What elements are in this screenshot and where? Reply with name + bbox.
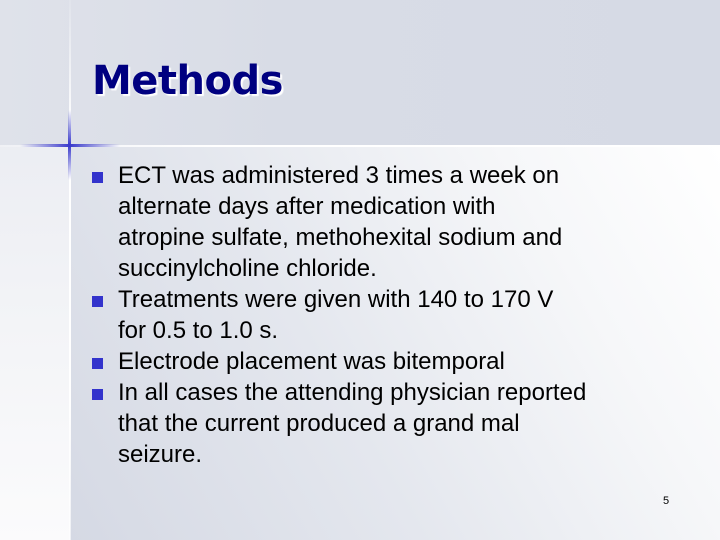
- bullet-text: ECT was administered 3 times a week on: [118, 162, 560, 189]
- divider-vertical: [69, 0, 71, 540]
- slide-title: Methods: [92, 58, 283, 104]
- bullet-item: [92, 160, 586, 284]
- bullet-text: Treatments were given with 140 to 170 V: [118, 286, 554, 313]
- bullet-text: Electrode placement was bitemporal: [118, 348, 505, 375]
- bullet-item: [92, 284, 586, 346]
- square-bullet-icon: [92, 389, 103, 400]
- bullet-text: succinylcholine chloride.: [118, 255, 377, 282]
- square-bullet-icon: [92, 172, 103, 183]
- square-bullet-icon: [92, 296, 103, 307]
- bullet-text: seizure.: [118, 441, 203, 468]
- bullet-text: atropine sulfate, methohexital sodium and: [118, 224, 563, 251]
- page-number: 5: [663, 495, 670, 507]
- bullet-text: In all cases the attending physician reported: [118, 379, 587, 406]
- bullet-text: for 0.5 to 1.0 s.: [118, 317, 279, 344]
- square-bullet-icon: [92, 358, 103, 369]
- bullet-item: [92, 346, 586, 377]
- bullet-item: [92, 377, 586, 470]
- bullet-text: that the current produced a grand mal: [118, 410, 520, 437]
- sparkle-decoration-vertical: [68, 110, 71, 180]
- bullet-list: [92, 160, 586, 470]
- bullet-text: alternate days after medication with: [118, 193, 496, 220]
